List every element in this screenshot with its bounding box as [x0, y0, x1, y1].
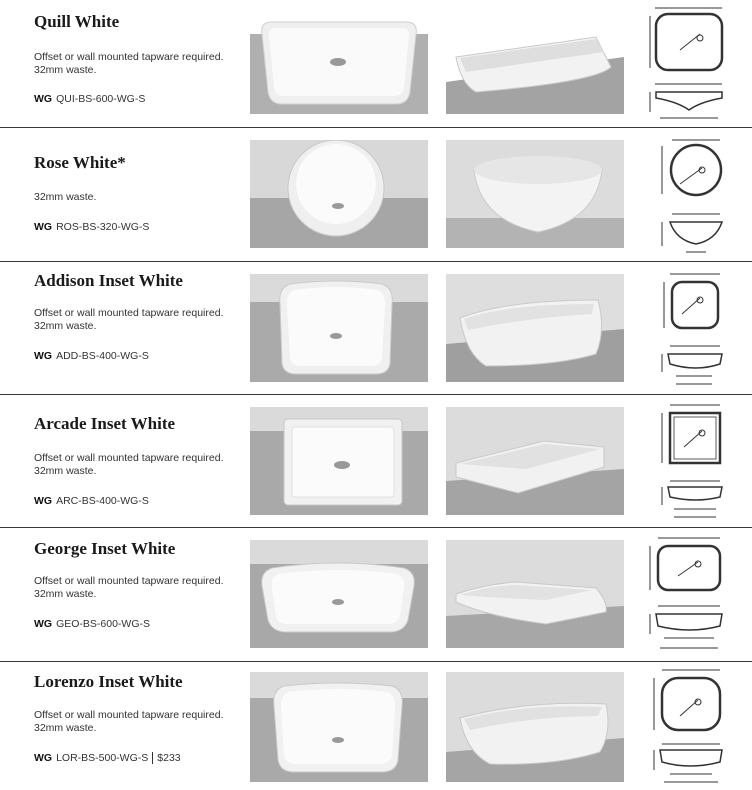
code-value: ARC-BS-400-WG-S	[56, 495, 149, 507]
product-row-quill	[0, 0, 752, 128]
product-photo-side	[446, 140, 624, 248]
product-description	[34, 307, 244, 333]
product-photo-top	[250, 12, 428, 114]
product-code	[34, 752, 181, 764]
description-line: 32mm waste.	[34, 722, 97, 734]
technical-drawing	[640, 534, 740, 658]
product-title: Addison Inset White	[34, 271, 183, 290]
code-prefix: WG	[34, 350, 53, 362]
product-description	[34, 191, 244, 204]
price-separator	[152, 752, 153, 764]
product-photo-top	[250, 274, 428, 382]
description-line: 32mm waste.	[34, 465, 97, 477]
product-title: Arcade Inset White	[34, 414, 176, 433]
technical-drawing	[640, 2, 740, 124]
product-photo-top	[250, 140, 428, 248]
product-photo-top	[250, 407, 428, 515]
technical-drawing	[640, 401, 740, 525]
product-code	[34, 618, 150, 630]
product-title: George Inset White	[34, 539, 176, 558]
product-code	[34, 495, 149, 507]
product-row-addison	[0, 262, 752, 395]
product-title: Lorenzo Inset White	[34, 672, 183, 691]
product-title: Rose White*	[34, 153, 126, 172]
product-photo-side	[446, 672, 624, 782]
product-photo-side	[446, 540, 624, 648]
technical-drawing	[640, 666, 740, 790]
product-description	[34, 452, 244, 478]
description-line: Offset or wall mounted tapware required.	[34, 452, 224, 464]
code-prefix: WG	[34, 93, 53, 105]
product-row-lorenzo	[0, 662, 752, 790]
description-line: Offset or wall mounted tapware required.	[34, 709, 224, 721]
product-code	[34, 221, 149, 233]
product-code	[34, 350, 149, 362]
code-value: ROS-BS-320-WG-S	[56, 221, 150, 233]
description-line: Offset or wall mounted tapware required.	[34, 51, 224, 63]
product-code	[34, 93, 145, 105]
code-value: GEO-BS-600-WG-S	[56, 618, 151, 630]
code-prefix: WG	[34, 618, 53, 630]
description-line: Offset or wall mounted tapware required.	[34, 575, 224, 587]
product-photo-top	[250, 672, 428, 782]
product-photo-side	[446, 12, 624, 114]
product-description	[34, 709, 244, 735]
product-price: $233	[157, 752, 181, 764]
product-description	[34, 575, 244, 601]
product-photo-top	[250, 540, 428, 648]
product-description	[34, 51, 244, 77]
product-row-rose	[0, 128, 752, 261]
description-line: Offset or wall mounted tapware required.	[34, 307, 224, 319]
technical-drawing	[640, 268, 740, 392]
technical-drawing	[640, 134, 740, 258]
description-line: 32mm waste.	[34, 320, 97, 332]
code-value: ADD-BS-400-WG-S	[56, 350, 149, 362]
description-line: 32mm waste.	[34, 588, 97, 600]
code-value: QUI-BS-600-WG-S	[56, 93, 146, 105]
code-prefix: WG	[34, 495, 53, 507]
code-prefix: WG	[34, 221, 53, 233]
code-prefix: WG	[34, 752, 53, 764]
product-row-arcade	[0, 395, 752, 528]
product-row-george	[0, 528, 752, 661]
product-photo-side	[446, 407, 624, 515]
description-line: 32mm waste.	[34, 64, 97, 76]
product-photo-side	[446, 274, 624, 382]
code-value: LOR-BS-500-WG-S	[56, 752, 149, 764]
product-title: Quill White	[34, 12, 120, 31]
description-line: 32mm waste.	[34, 191, 97, 203]
